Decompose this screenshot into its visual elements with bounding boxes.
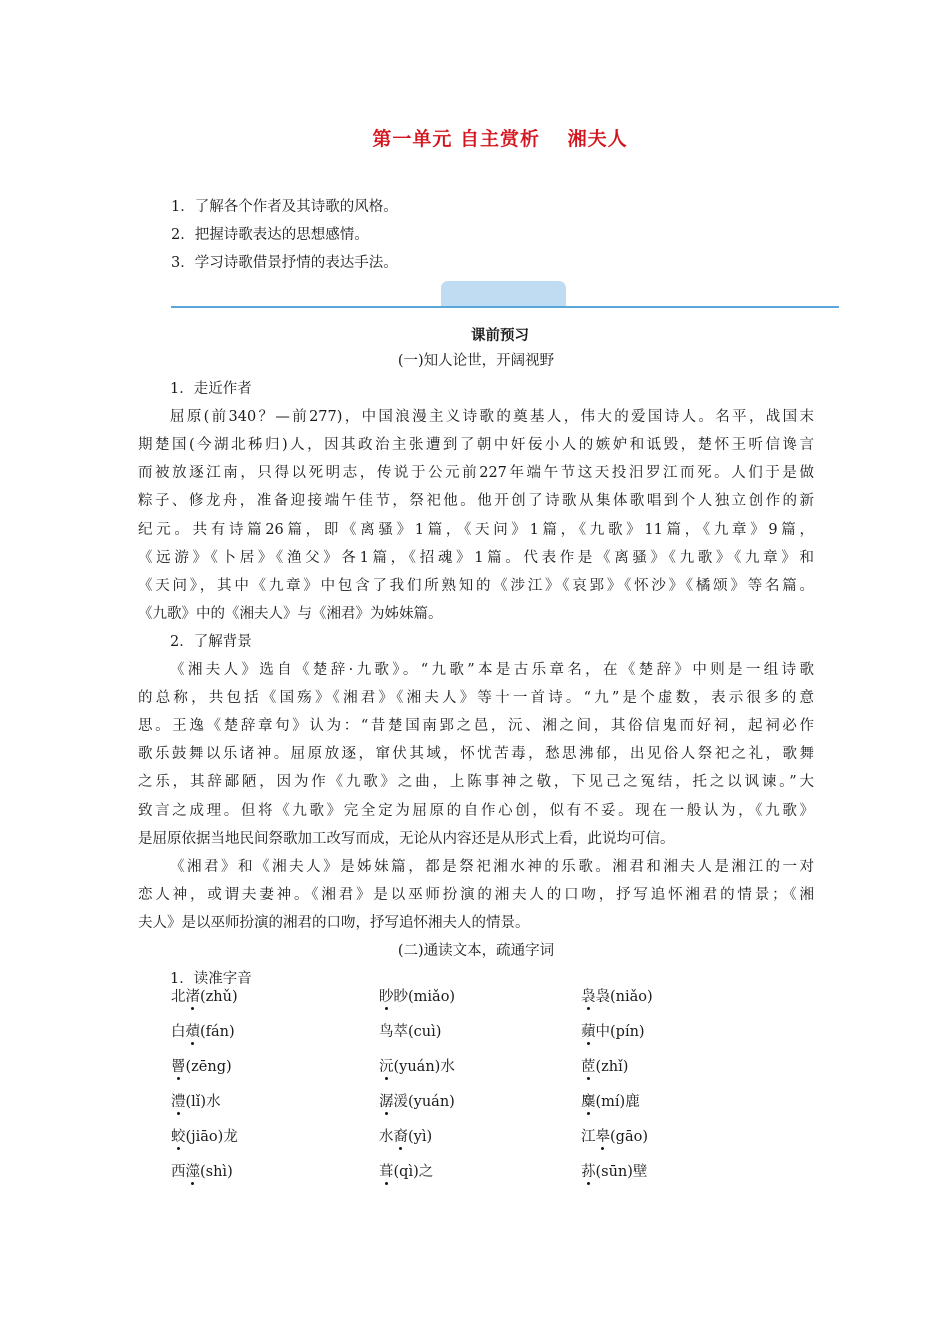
title-part2: 湘夫人 (567, 128, 628, 150)
background-line: 歌乐鼓舞以乐诸神。屈原放逐，窜伏其域，怀忧苦毒，愁思沸郁，出见俗人祭祀之礼，歌舞 (138, 746, 814, 763)
section-tab-decoration (441, 281, 566, 307)
background-line: 致言之成理。但将《九歌》完全定为屈原的自作心创，似有不妥。现在一般认为，《九歌》 (138, 802, 814, 819)
background-line: 恋人神，或谓夫妻神。《湘君》是以巫师扮演的湘夫人的口吻，抒写追怀湘君的情景；《湘 (138, 886, 814, 903)
pinyin-entry: 蘋中(pín) (581, 1020, 645, 1041)
page-title (0, 124, 950, 151)
pinyin-entry: 潺湲(yuán) (379, 1090, 455, 1111)
pinyin-entry: 西澨(shì) (171, 1160, 233, 1181)
background-line: 是屈原依据当地民间祭歌加工改写而成，无论从内容还是从形式上看，此说均可信。 (138, 830, 675, 847)
background-line: 思。王逸《楚辞章句》认为：“昔楚国南郢之邑，沅、湘之间，其俗信鬼而好祠，起祠必作 (138, 718, 814, 735)
author-line: 《天问》，其中《九章》中包含了我们所熟知的《涉江》《哀郢》《怀沙》《橘颂》等名篇。 (138, 577, 814, 594)
pinyin-entry: 葺(qì)之 (379, 1160, 433, 1181)
pinyin-entry: 水裔(yì) (379, 1125, 432, 1146)
author-line: 纪元。共有诗篇26篇，即《离骚》1篇，《天问》1篇，《九歌》11篇，《九章》9篇， (138, 521, 814, 538)
author-line: 而被放逐江南，只得以死明志，传说于公元前227年端午节这天投汨罗江而死。人们于是做 (138, 465, 814, 482)
objective-item: 3．学习诗歌借景抒情的表达手法。 (171, 255, 398, 271)
pinyin-entry: 澧(lǐ)水 (171, 1090, 221, 1111)
background-line: 《湘夫人》选自《楚辞·九歌》。“九歌”本是古乐章名，在《楚辞》中则是一组诗歌 (170, 662, 814, 679)
author-line: 《九歌》中的《湘夫人》与《湘君》为姊妹篇。 (138, 605, 443, 622)
background-line: 之乐，其辞鄙陋，因为作《九歌》之曲，上陈事神之敬，下见己之冤结，托之以讽谏。”大 (138, 774, 814, 791)
background-line: 的总称，共包括《国殇》《湘君》《湘夫人》等十一首诗。“九”是个虚数，表示很多的意 (138, 690, 814, 707)
background-line: 夫人》是以巫师扮演的湘君的口吻，抒写追怀湘夫人的情景。 (138, 914, 530, 931)
pinyin-entry: 北渚(zhǔ) (171, 985, 238, 1006)
preview-body (138, 347, 814, 993)
objective-item: 1．了解各个作者及其诗歌的风格。 (171, 199, 398, 215)
pinyin-entry: 蛟(jiāo)龙 (171, 1125, 238, 1146)
pinyin-entry: 罾(zēng) (171, 1055, 232, 1076)
section-title: 课前预习 (471, 328, 529, 344)
pinyin-entry: 沅(yuán)水 (379, 1055, 455, 1076)
pinyin-entry: 白薠(fán) (171, 1020, 235, 1041)
objectives-list (171, 193, 398, 277)
subsection-heading: (一)知人论世，开阔视野 (397, 353, 555, 369)
author-line: 《远游》《卜居》《渔父》各1篇，《招魂》1篇。代表作是《离骚》《九歌》《九章》和 (138, 549, 814, 566)
pinyin-entry: 江皋(gāo) (581, 1125, 648, 1146)
objective-item: 2．把握诗歌表达的思想感情。 (171, 227, 369, 243)
author-line: 屈原(前340？—前277)，中国浪漫主义诗歌的奠基人，伟大的爱国诗人。名平，战国末 (170, 409, 814, 426)
author-line: 粽子、修龙舟，准备迎接端午佳节，祭祀他。他开创了诗歌从集体歌唱到个人独立创作的新 (138, 493, 814, 510)
pinyin-entry: 眇眇(miǎo) (379, 985, 455, 1006)
pinyin-entry: 麋(mí)鹿 (581, 1090, 640, 1111)
pinyin-entry: 鸟萃(cuì) (379, 1024, 442, 1040)
subsection-heading: (二)通读文本，疏通字词 (397, 942, 555, 959)
item-heading: 1．读准字音 (170, 971, 252, 988)
pinyin-entry: 茝(zhǐ) (581, 1055, 628, 1076)
background-line: 《湘君》和《湘夫人》是姊妹篇，都是祭祀湘水神的乐歌。湘君和湘夫人是湘江的一对 (170, 858, 814, 875)
title-part1: 第一单元 自主赏析 (372, 128, 540, 150)
pinyin-entry: 荪(sūn)壁 (581, 1160, 647, 1181)
pinyin-entry: 袅袅(niǎo) (581, 985, 653, 1006)
section-divider (171, 306, 839, 308)
item-heading: 1．走近作者 (170, 381, 252, 398)
item-heading: 2．了解背景 (170, 633, 252, 650)
author-line: 期楚国(今湖北秭归)人，因其政治主张遭到了朝中奸佞小人的嫉妒和诋毁，楚怀王听信谗言 (138, 437, 814, 454)
